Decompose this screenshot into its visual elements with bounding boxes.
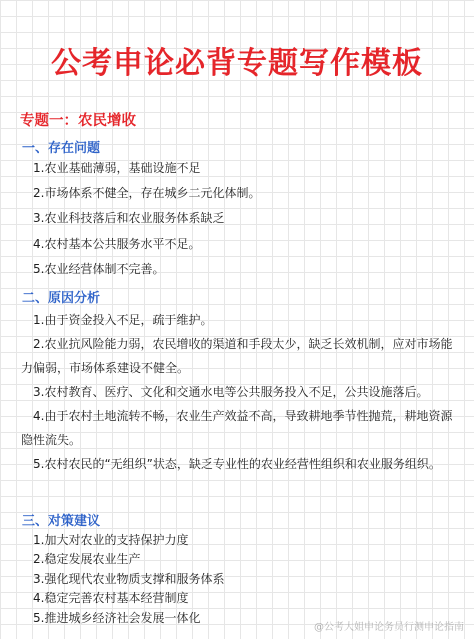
list-item: 4.由于农村土地流转不畅，农业生产效益不高，导致耕地季节性抛荒，耕地资源隐性流失。 <box>21 409 453 447</box>
section-heading-causes: 二、原因分析 <box>22 291 101 306</box>
list-item: 3.农村教育、医疗、文化和交通水电等公共服务投入不足，公共设施落后。 <box>33 385 429 399</box>
list-item: 4.农村基本公共服务水平不足。 <box>33 237 201 251</box>
list-item: 3.强化现代农业物质支撑和服务体系 <box>33 572 225 586</box>
list-item: 2.稳定发展农业生产 <box>33 552 141 566</box>
list-item: 3.农业科技落后和农业服务体系缺乏 <box>33 211 225 225</box>
watermark: @公考大姐申论务员行测申论指南 <box>314 622 464 633</box>
list-item: 5.农村农民的“无组织”状态，缺乏专业性的农业经营性组织和农业服务组织。 <box>33 457 441 471</box>
list-item: 5.农业经营体制不完善。 <box>33 262 165 276</box>
list-item: 1.农业基础薄弱，基础设施不足 <box>33 161 201 175</box>
list-item: 1.加大对农业的支持保护力度 <box>33 533 189 547</box>
list-item: 5.推进城乡经济社会发展一体化 <box>33 611 201 625</box>
list-item: 2.市场体系不健全，存在城乡二元化体制。 <box>33 186 261 200</box>
topic-heading: 专题一：农民增收 <box>20 113 136 129</box>
section-heading-problems: 一、存在问题 <box>22 141 101 156</box>
list-item: 4.稳定完善农村基本经营制度 <box>33 591 189 605</box>
section-heading-suggestions: 三、对策建议 <box>22 514 101 529</box>
page-title: 公考申论必背专题写作模板 <box>51 46 423 81</box>
list-item: 1.由于资金投入不足，疏于维护。 <box>33 313 213 327</box>
list-item: 2.农业抗风险能力弱，农民增收的渠道和手段太少，缺乏长效机制，应对市场能力偏弱，市场体系建设不健全。 <box>21 337 453 375</box>
